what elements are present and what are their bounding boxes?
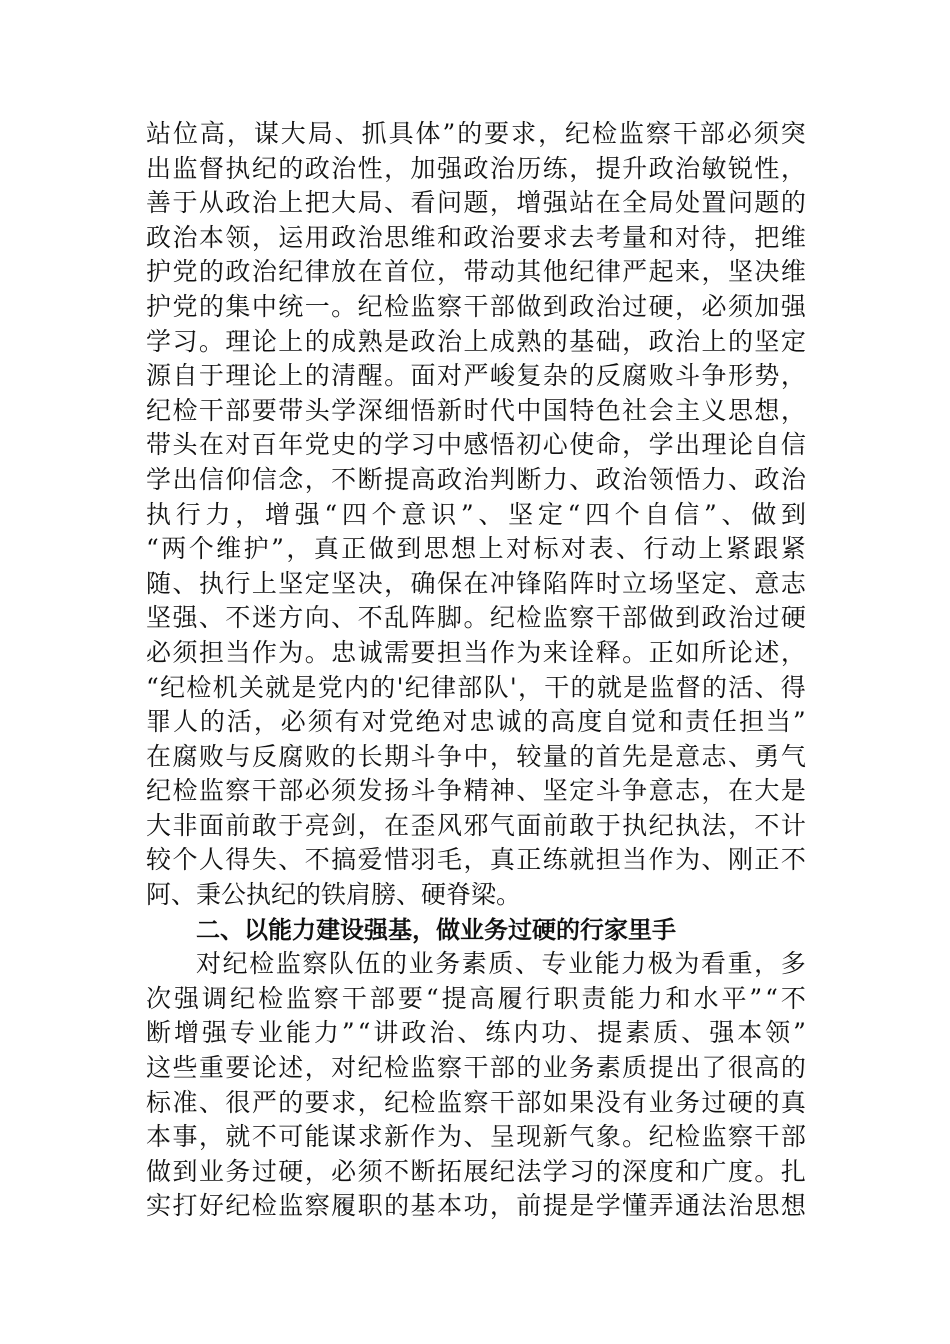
text-line: 带 头 在 对 百 年 党 史 的 学 习 中 感 悟 初 心 使 命 ， 学 出 理 论 自 信: [146, 430, 806, 460]
text-line: 护 党 的 集 中 统 一 。 纪 检 监 察 干 部 做 到 政 治 过 硬 ， 必 须 加 强: [146, 291, 806, 321]
text-line: 做 到 业 务 过 硬 ， 必 须 不 断 拓 展 纪 法 学 习 的 深 度 和 广 度 。 扎: [146, 1156, 806, 1186]
text-line: 在 腐 败 与 反 腐 败 的 长 期 斗 争 中 ， 较 量 的 首 先 是 意 志 、 勇 气: [146, 741, 806, 771]
text-line: 随 、 执 行 上 坚 定 坚 决 ， 确 保 在 冲 锋 陷 阵 时 立 场 坚 定 、 意 志: [146, 568, 806, 598]
text-line: 次 强 调 纪 检 监 察 干 部 要 “ 提 高 履 行 职 责 能 力 和 水 平 ” “ 不: [146, 983, 806, 1013]
text-line: 源 自 于 理 论 上 的 清 醒 。 面 对 严 峻 复 杂 的 反 腐 败 斗 争 形 势 ，: [146, 361, 806, 391]
text-line: 罪 人 的 活 ， 必 须 有 对 党 绝 对 忠 诚 的 高 度 自 觉 和 责 任 担 当 ”: [146, 707, 806, 737]
text-line: 政 治 本 领 ， 运 用 政 治 思 维 和 政 治 要 求 去 考 量 和 对 待 ， 把 维: [146, 222, 806, 252]
text-line: 出 监 督 执 纪 的 政 治 性 ， 加 强 政 治 历 练 ， 提 升 政 治 敏 锐 性 ，: [146, 153, 806, 183]
text-line: 学 习 。 理 论 上 的 成 熟 是 政 治 上 成 熟 的 基 础 ， 政 治 上 的 坚 定: [146, 326, 806, 356]
text-line: 标 准 、 很 严 的 要 求 ， 纪 检 监 察 干 部 如 果 没 有 业 务 过 硬 的 真: [146, 1087, 806, 1117]
text-line: “ 纪 检 机 关 就 是 党 内 的 ' 纪 律 部 队 ' ， 干 的 就 是 监 督 的 活 、 得: [146, 672, 806, 702]
section-heading: 二、以能力建设强基，做业务过硬的行家里手: [196, 915, 676, 944]
document-body: [146, 117, 806, 1224]
text-line: 护 党 的 政 治 纪 律 放 在 首 位 ， 带 动 其 他 纪 律 严 起 来 ， 坚 决 维: [146, 257, 806, 287]
text-line: 必 须 担 当 作 为 。 忠 诚 需 要 担 当 作 为 来 诠 释 。 正 如 所 论 述 ，: [146, 637, 806, 667]
section-2-text: [146, 947, 806, 1224]
text-line: 对 纪 检 监 察 队 伍 的 业 务 素 质 、 专 业 能 力 极 为 看 重 ， 多: [196, 949, 806, 979]
text-line: 纪 检 干 部 要 带 头 学 深 细 悟 新 时 代 中 国 特 色 社 会 主 义 思 想 ，: [146, 395, 806, 425]
text-line: 较 个 人 得 失 、 不 搞 爱 惜 羽 毛 ， 真 正 练 就 担 当 作 为 、 刚 正 不: [146, 845, 806, 875]
section-1-text: [146, 117, 806, 913]
text-line: 坚 强 、 不 迷 方 向 、 不 乱 阵 脚 。 纪 检 监 察 干 部 做 到 政 治 过 硬: [146, 603, 806, 633]
text-line: 学 出 信 仰 信 念 ， 不 断 提 高 政 治 判 断 力 、 政 治 领 悟 力 、 政 治: [146, 464, 806, 494]
text-line: 阿、秉公执纪的铁肩膀、硬脊梁。: [146, 880, 522, 910]
text-line: 纪 检 监 察 干 部 必 须 发 扬 斗 争 精 神 、 坚 定 斗 争 意 志 ， 在 大 是: [146, 776, 806, 806]
text-line: 善 于 从 政 治 上 把 大 局 、 看 问 题 ， 增 强 站 在 全 局 处 置 问 题 的: [146, 188, 806, 218]
text-line: 本 事 ， 就 不 可 能 谋 求 新 作 为 、 呈 现 新 气 象 。 纪 检 监 察 干 部: [146, 1122, 806, 1152]
text-line: 站 位 高 ， 谋 大 局 、 抓 具 体 ” 的 要 求 ， 纪 检 监 察 干 部 必 须 突: [146, 119, 806, 148]
text-line: “ 两 个 维 护 ” ， 真 正 做 到 思 想 上 对 标 对 表 、 行 动 上 紧 跟 紧: [146, 534, 806, 564]
text-line: 大 非 面 前 敢 于 亮 剑 ， 在 歪 风 邪 气 面 前 敢 于 执 纪 执 法 ， 不 计: [146, 810, 806, 840]
text-line: 实 打 好 纪 检 监 察 履 职 的 基 本 功 ， 前 提 是 学 懂 弄 通 法 治 思 想: [146, 1191, 806, 1221]
text-line: 断 增 强 专 业 能 力 ” “ 讲 政 治 、 练 内 功 、 提 素 质 、 强 本 领 ”: [146, 1018, 806, 1048]
text-line: 这 些 重 要 论 述 ， 对 纪 检 监 察 干 部 的 业 务 素 质 提 出 了 很 高 的: [146, 1053, 806, 1083]
text-line: 执 行 力 ， 增 强 “ 四 个 意 识 ” 、 坚 定 “ 四 个 自 信 ” 、 做 到: [146, 499, 806, 529]
